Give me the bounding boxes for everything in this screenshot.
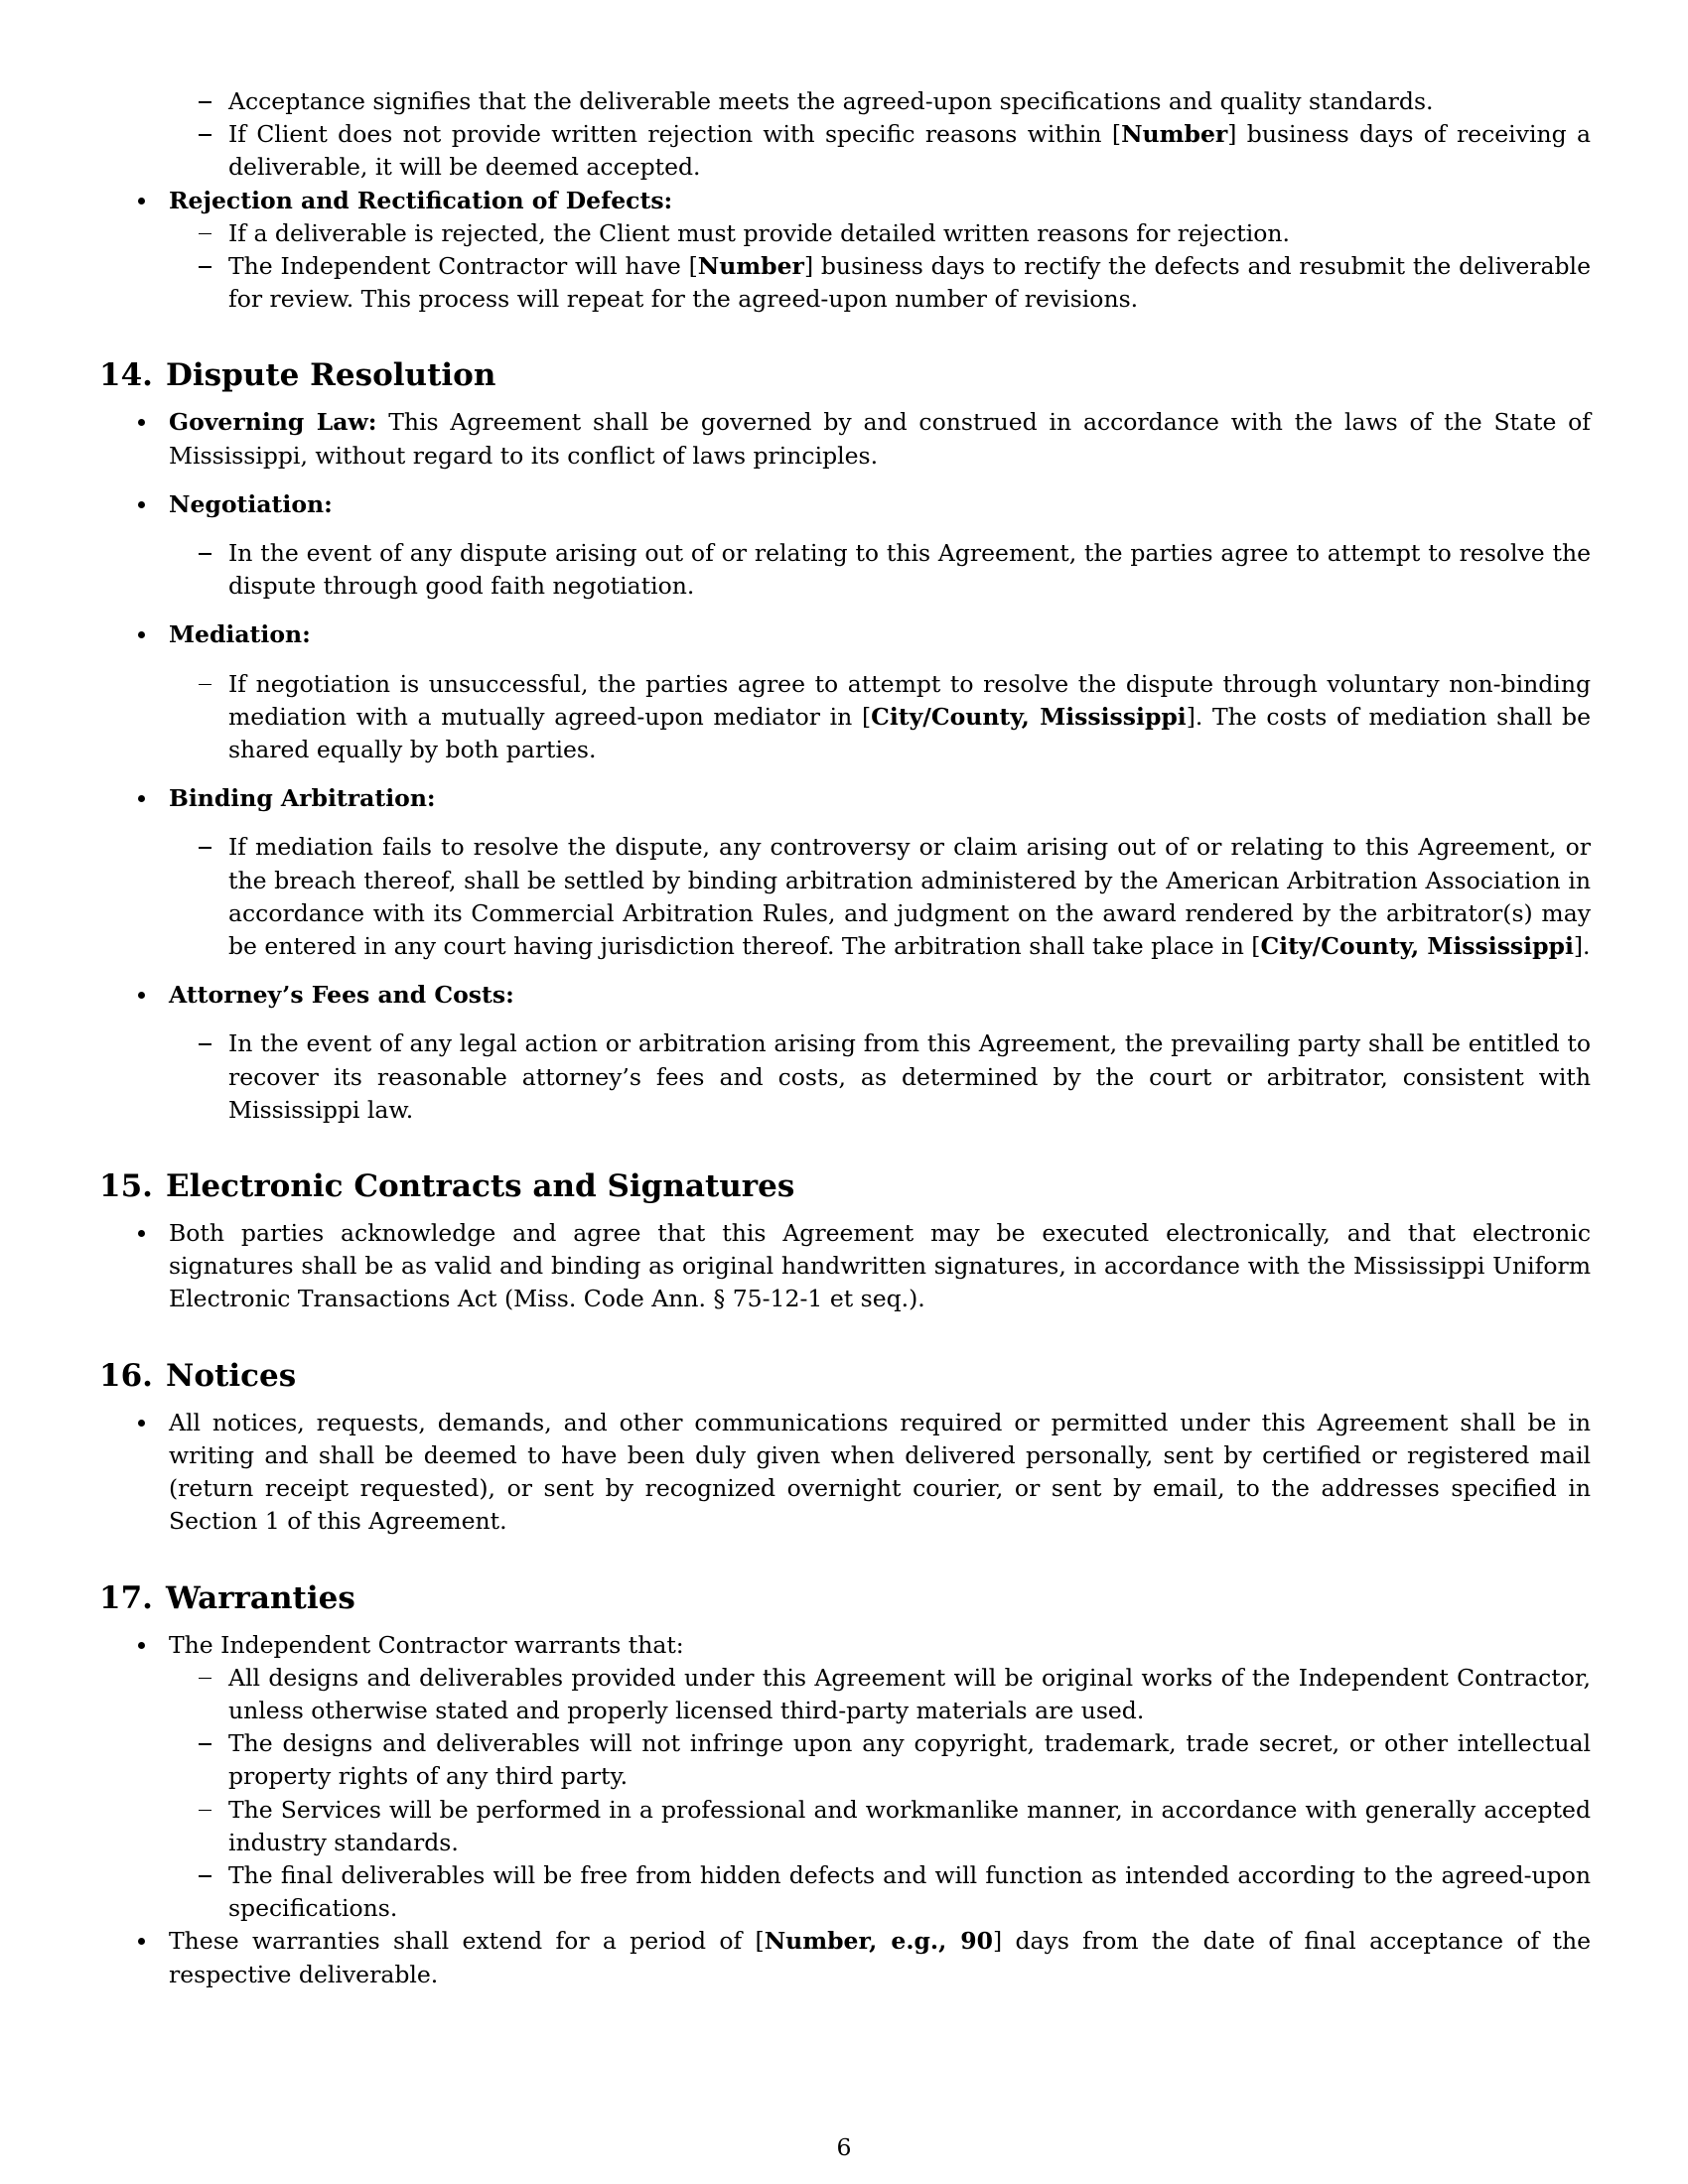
section-number: 15.: [99, 1168, 153, 1205]
text-run: If Client does not provide written rejection with specific reasons within [: [228, 120, 1122, 149]
section-heading: [99, 1166, 1591, 1206]
dash-marker: [199, 1678, 211, 1680]
placeholder-field: Number, e.g., 90: [764, 1927, 994, 1956]
item-heading: Negotiation:: [169, 489, 333, 518]
document-page: [99, 85, 1591, 1991]
section-number: 16.: [99, 1357, 153, 1394]
placeholder-field: Number: [1121, 120, 1228, 149]
list-item: [169, 118, 1591, 184]
section-title: Warranties: [166, 1579, 355, 1616]
bullet-marker: [138, 1420, 145, 1427]
dash-marker: [199, 1043, 211, 1045]
dash-marker: [199, 847, 211, 849]
list-item: [169, 217, 1591, 250]
text-run: The designs and deliverables will not infringe upon any copyright, trademark, trade secret, or other intellectual property rights of any third party.: [228, 1729, 1591, 1791]
section-list: [99, 1629, 1591, 1991]
list-item: [169, 1727, 1591, 1793]
section-title: Notices: [166, 1357, 297, 1394]
text-run: ]. The costs of mediation shall be shared equally by both parties.: [228, 702, 1591, 764]
section-number: 14.: [99, 357, 153, 394]
text-run: These warranties shall extend for a period of [: [169, 1927, 765, 1956]
list-item: [169, 831, 1591, 963]
section-heading: [99, 1356, 1591, 1396]
text-run: All notices, requests, demands, and other communications required or permitted under this Agreement shall be in writing and shall be deemed to have been duly given when delivered personally, sent by certified or registered mail (return receipt requested), or sent by recognized overnight courier, or sent by email, to the addresses specified in Section 1 of this Agreement.: [169, 1408, 1591, 1536]
text-run: The Independent Contractor will have [: [228, 252, 698, 281]
list-item: [99, 1407, 1591, 1539]
section-title: Dispute Resolution: [166, 357, 496, 394]
text-run: ] days from the date of final acceptance of the respective deliverable.: [169, 1927, 1591, 1988]
section-heading: [99, 1578, 1591, 1618]
section-title: Electronic Contracts and Signatures: [166, 1168, 795, 1205]
list-item: [99, 1925, 1591, 1990]
dash-marker: [199, 233, 211, 235]
item-heading: Attorney’s Fees and Costs:: [169, 981, 514, 1010]
text-run: In the event of any dispute arising out of or relating to this Agreement, the parties agree to attempt to resolve the dispute through good faith negotiation.: [228, 539, 1591, 601]
list-item: [169, 1859, 1591, 1925]
acceptance-text: Acceptance signifies that the deliverable meets the agreed-upon specifications and quality standards.: [228, 87, 1434, 115]
dash-marker: [199, 101, 211, 103]
list-item: [169, 668, 1591, 767]
dash-marker: [199, 1875, 211, 1877]
list-item: [169, 1794, 1591, 1859]
dash-marker: [199, 1810, 211, 1812]
text-run: ] business days to rectify the defects and resubmit the deliverable for review. This process will repeat for the agreed-upon number of revisions.: [228, 252, 1591, 314]
dash-marker: [199, 553, 211, 555]
bullet-marker: [138, 795, 145, 802]
item-heading: Governing Law:: [169, 408, 377, 437]
text-run: ] business days of receiving a deliverable, it will be deemed accepted.: [228, 120, 1591, 182]
list-item: [99, 488, 1591, 604]
text-run: If a deliverable is rejected, the Client must provide detailed written reasons for rejection.: [228, 218, 1291, 247]
list-item: [99, 979, 1591, 1127]
list-item: [169, 250, 1591, 316]
section-list: [99, 406, 1591, 1127]
placeholder-field: Number: [697, 252, 804, 281]
dash-marker: [199, 266, 211, 268]
section-list: [99, 1217, 1591, 1316]
section-number: 17.: [99, 1579, 153, 1616]
list-item: [99, 618, 1591, 766]
bullet-marker: [138, 992, 145, 999]
bullet-marker: [138, 198, 145, 205]
list-item: [99, 782, 1591, 963]
text-run: The Independent Contractor warrants that:: [169, 1630, 684, 1659]
text-run: The final deliverables will be free from hidden defects and will function as intended according to the agreed-upon specifications.: [228, 1860, 1591, 1923]
text-run: ].: [1573, 932, 1591, 961]
section-list: [99, 1407, 1591, 1539]
bullet-marker: [138, 1642, 145, 1649]
bullet-marker: [138, 1938, 145, 1945]
item-heading: Rejection and Rectification of Defects:: [169, 186, 673, 214]
placeholder-field: City/County, Mississippi: [1260, 932, 1574, 961]
dash-marker: [199, 684, 211, 686]
bullet-marker: [138, 1230, 145, 1237]
text-run: This Agreement shall be governed by and construed in accordance with the laws of the State of Mississippi, without regard to its conflict of laws principles.: [169, 408, 1591, 470]
section-heading: [99, 355, 1591, 395]
item-heading: Mediation:: [169, 620, 311, 649]
text-run: In the event of any legal action or arbitration arising from this Agreement, the prevailing party shall be entitled to recover its reasonable attorney’s fees and costs, as determined by the court or arbitrator, consistent with Mississippi law.: [228, 1029, 1591, 1124]
text-run: The Services will be performed in a professional and workmanlike manner, in accordance with generally accepted industry standards.: [228, 1795, 1591, 1856]
bullet-marker: [138, 631, 145, 638]
list-item: [99, 185, 1591, 317]
list-item: [99, 406, 1591, 472]
dash-marker: [199, 1743, 211, 1745]
list-item: [99, 85, 1591, 185]
text-run: Both parties acknowledge and agree that this Agreement may be executed electronically, and that electronic signatures shall be as valid and binding as original handwritten signatures, in accordance with the Mississippi Uniform Electronic Transactions Act (Miss. Code Ann. § 75-12-1 et seq.).: [169, 1219, 1591, 1313]
list-item: [169, 1027, 1591, 1127]
text-run: If mediation fails to resolve the dispute, any controversy or claim arising out of or relating to this Agreement, or the breach thereof, shall be settled by binding arbitration administered by the American Arbitration Association in accordance with its Commercial Arbitration Rules, and judgment on the award rendered by the arbitrator(s) may be entered in any court having jurisdiction thereof. The arbitration shall take place in [: [228, 833, 1591, 961]
item-heading: Binding Arbitration:: [169, 784, 436, 813]
list-item: [169, 1662, 1591, 1727]
dash-marker: [199, 134, 211, 136]
bullet-marker: [138, 501, 145, 508]
list-item: [169, 537, 1591, 603]
text-run: If negotiation is unsuccessful, the parties agree to attempt to resolve the dispute through voluntary non-binding mediation with a mutually agreed-upon mediator in [: [228, 669, 1591, 731]
page-number: 6: [836, 2133, 852, 2161]
bullet-marker: [138, 419, 145, 426]
list-item: [99, 1217, 1591, 1316]
list-item: [99, 1629, 1591, 1926]
continued-list: [99, 85, 1591, 316]
placeholder-field: City/County, Mississippi: [871, 702, 1187, 731]
list-item: [169, 85, 1591, 118]
text-run: All designs and deliverables provided under this Agreement will be original works of the Independent Contractor, unless otherwise stated and properly licensed third-party materials are used.: [228, 1663, 1591, 1724]
